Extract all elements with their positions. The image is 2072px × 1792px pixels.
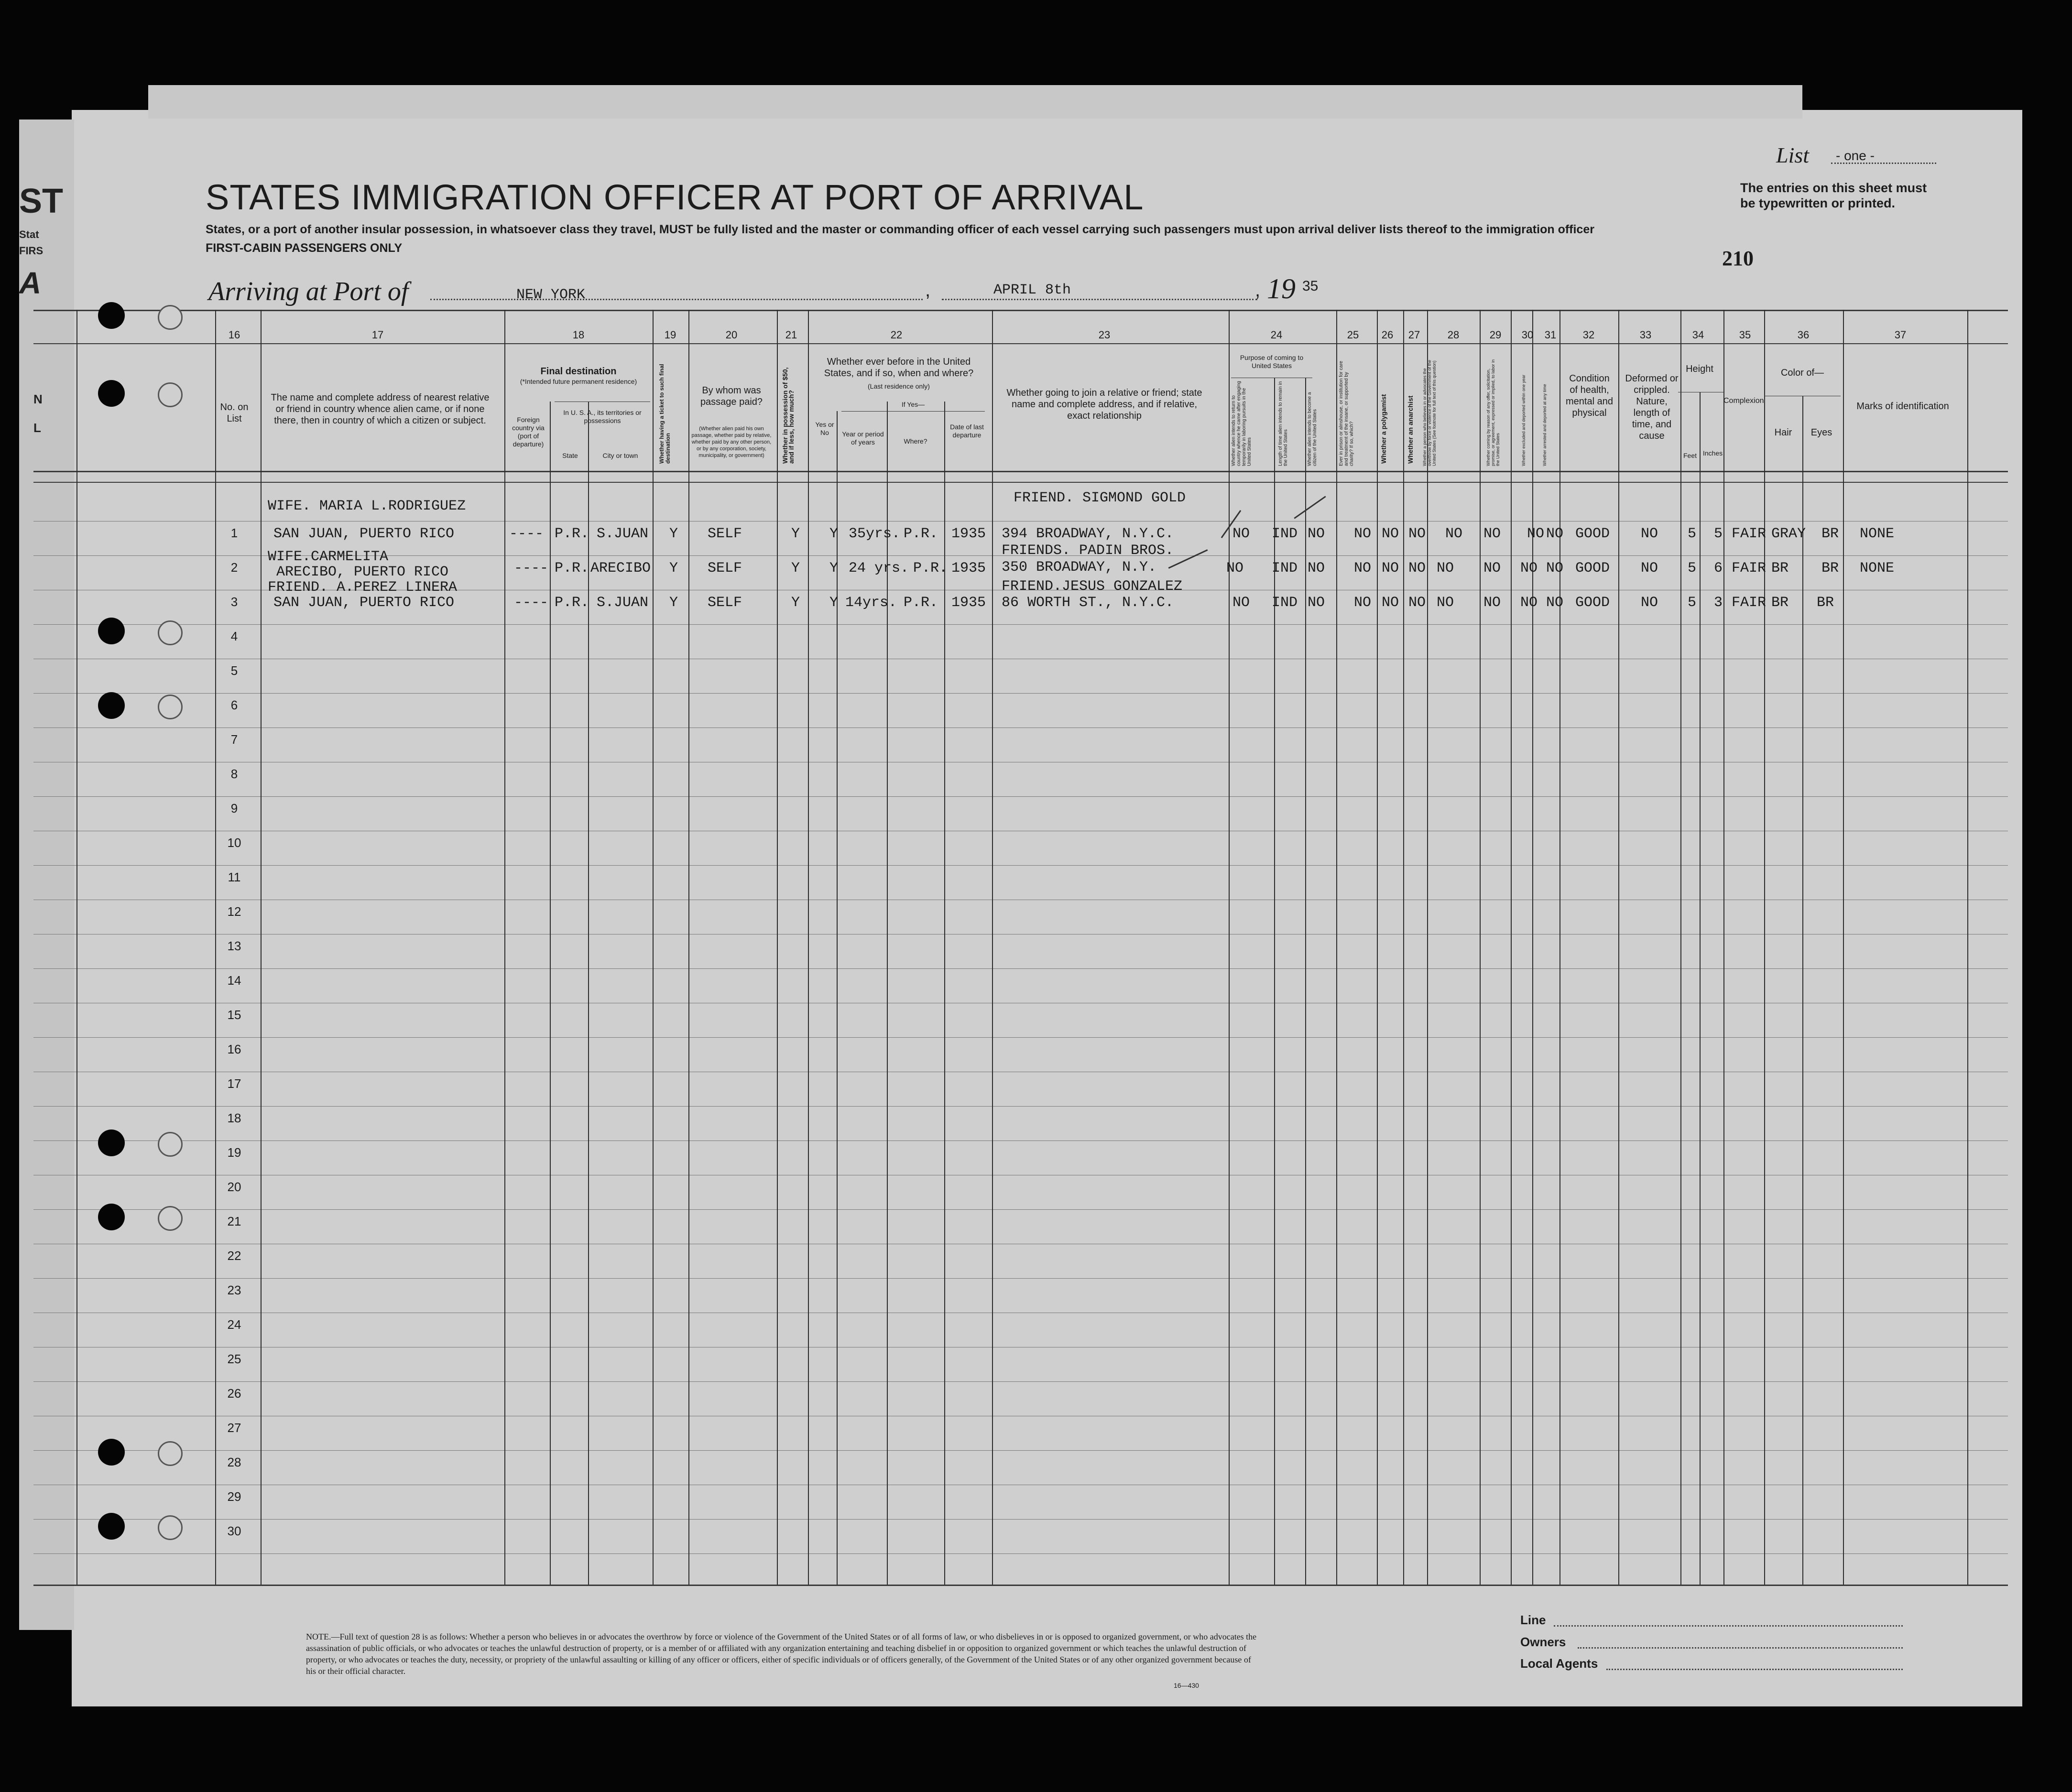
punch-hole (98, 380, 125, 407)
row-number: 22 (227, 1249, 241, 1263)
ring-mark (158, 382, 183, 407)
city: S.JUAN (597, 595, 649, 611)
before-in-us: Y (829, 526, 839, 542)
offer: NO (1483, 526, 1501, 542)
column-rule (1305, 378, 1306, 1585)
city: S.JUAN (597, 526, 649, 542)
row-number: 13 (227, 939, 241, 953)
column-rule (887, 402, 888, 1585)
list-value: - one - (1836, 148, 1875, 163)
purpose-citizen: NO (1308, 526, 1325, 542)
header-city: City or town (602, 452, 638, 459)
punch-hole (98, 1439, 125, 1466)
deformed: NO (1641, 560, 1658, 576)
header-polygamist: Whether a polygamist (1380, 394, 1387, 464)
foreign-country: ---- (509, 526, 544, 542)
column-rule (1336, 310, 1337, 1585)
row-rule (33, 1037, 2008, 1038)
row-number: 12 (227, 904, 241, 919)
header-overthrow: Whether a person who believes in or advocates the overthrow by force or violence of the Government of the United States (See footnote for full text of this question) (1422, 359, 1437, 466)
column-rule (1377, 310, 1378, 1585)
column-number: 20 (725, 329, 738, 341)
row-number: 8 (230, 767, 238, 781)
join-name: FRIENDS. PADIN BROS. (1002, 543, 1174, 559)
header-yes-no: Yes or No (815, 421, 834, 436)
header-last-departure: Date of last departure (950, 423, 984, 439)
sheet-top-edge (148, 85, 1802, 119)
header-complexion: Complexion (1723, 397, 1764, 405)
height-inches: 5 (1714, 526, 1723, 542)
column-number: 26 (1381, 329, 1394, 341)
row-number: 9 (230, 801, 238, 815)
page-subtitle: States, or a port of another insular possession, in whatsoever class they travel, MUST be fully listed and the master or commanding officer of each vessel carrying such passengers must upon arrival deliver lists thereof to the immigration officer (206, 223, 1594, 236)
overthrow: NO (1437, 595, 1454, 611)
footer-agents-field (1606, 1669, 1903, 1670)
column-rule (1274, 378, 1275, 1585)
row-rule (33, 1553, 2008, 1554)
excluded: NO (1520, 595, 1538, 611)
join-address: 394 BROADWAY, N.Y.C. (1002, 526, 1174, 542)
column-rule (1618, 310, 1619, 1585)
column-number: 30 (1521, 329, 1534, 341)
header-feet: Feet (1683, 452, 1697, 459)
arrival-date-value: APRIL 8th (993, 282, 1071, 298)
table-bottom-rule (33, 1585, 2008, 1586)
relative-address: SAN JUAN, PUERTO RICO (273, 526, 455, 542)
health: GOOD (1575, 526, 1610, 542)
footer-line-label: Line (1520, 1613, 1546, 1627)
state: P.R. (555, 595, 589, 611)
row-number: 29 (227, 1489, 241, 1504)
relative-name: WIFE. MARIA L.RODRIGUEZ (268, 498, 466, 514)
fifty-dollars: Y (791, 526, 800, 542)
row-rule (33, 1278, 2008, 1279)
ring-mark (158, 1515, 183, 1540)
cabin-class-label: FIRST-CABIN PASSENGERS ONLY (206, 241, 403, 255)
page-title: STATES IMMIGRATION OFFICER AT PORT OF ARRIVAL (206, 177, 1144, 217)
complexion: FAIR (1732, 595, 1767, 611)
years: 14yrs. (845, 595, 897, 611)
header-deformed: Deformed or crippled. Nature, length of time, and cause (1625, 373, 1679, 441)
header-final-destination-note: (*Intended future permanent residence) (520, 378, 637, 385)
row-number: 19 (227, 1145, 241, 1160)
header-state: State (562, 452, 578, 459)
port-value: NEW YORK (516, 287, 586, 303)
relative-address: SAN JUAN, PUERTO RICO (273, 595, 455, 611)
column-rule (1427, 310, 1428, 1585)
header-passage-note: (Whether alien paid his own passage, whether paid by relative, whether paid by any other person, or by any corporation, society, municipality, or government) (691, 426, 772, 458)
previous-page-strip (19, 119, 74, 1630)
row-number: 26 (227, 1386, 241, 1401)
row-number: 4 (230, 629, 238, 643)
arrested: NO (1546, 595, 1564, 611)
purpose-return: NO (1232, 526, 1250, 542)
row-number: 30 (227, 1524, 241, 1538)
purpose-return: NO (1232, 595, 1250, 611)
footer-line-field (1554, 1625, 1903, 1627)
arriving-port-label: Arriving at Port of (208, 277, 409, 306)
column-rule (1480, 310, 1481, 1585)
polygamist: NO (1382, 595, 1399, 611)
column-rule (1723, 310, 1724, 1585)
ring-mark (158, 1441, 183, 1466)
hair: GRAY (1771, 526, 1806, 542)
fifty-dollars: Y (791, 560, 800, 576)
column-number: 23 (1098, 329, 1111, 341)
join-address: 86 WORTH ST., N.Y.C. (1002, 595, 1174, 611)
row-number: 16 (227, 1042, 241, 1056)
column-number: 24 (1270, 329, 1283, 341)
column-number: 17 (371, 329, 384, 341)
date-dotted-line (942, 299, 1257, 300)
header-where: Where? (904, 437, 927, 445)
column-rule (808, 310, 809, 1585)
strip-text: Stat (19, 228, 39, 240)
overthrow: NO (1445, 526, 1463, 542)
anarchist: NO (1408, 595, 1426, 611)
header-marks: Marks of identification (1856, 401, 1949, 412)
column-number: 28 (1447, 329, 1460, 341)
header-foreign-country: Foreign country via (port of departure) (512, 416, 545, 448)
entries-note: be typewritten or printed. (1740, 196, 1896, 210)
last-departure: 1935 (951, 560, 986, 576)
before-in-us: Y (829, 560, 839, 576)
header-excluded: Whether excluded and deported within one year (1521, 374, 1526, 466)
header-fifty-dollars: Whether in possession of $50, and if less, how much? (781, 367, 795, 464)
state: P.R. (555, 526, 589, 542)
polygamist: NO (1382, 526, 1399, 542)
header-color: Color of— (1780, 368, 1824, 378)
row-rule (33, 796, 2008, 797)
row-number: 6 (230, 698, 238, 712)
header-anarchist: Whether an anarchist (1407, 395, 1414, 464)
sheet-number: 210 (1722, 247, 1754, 270)
header-before-note: (Last residence only) (868, 382, 930, 390)
column-rule (1532, 310, 1533, 1585)
header-ticket: Whether having a ticket to such final destination (658, 364, 671, 464)
column-rule (1229, 310, 1230, 1585)
column-rule (261, 310, 262, 1585)
column-rule (1967, 310, 1968, 1585)
before-in-us: Y (829, 595, 839, 611)
where: P.R. (913, 560, 948, 576)
complexion: FAIR (1732, 560, 1767, 576)
height-feet: 5 (1688, 560, 1697, 576)
column-number: 31 (1544, 329, 1557, 341)
ticket: Y (669, 595, 678, 611)
column-number: 34 (1692, 329, 1704, 341)
state: P.R. (555, 560, 589, 576)
arrested: NO (1546, 526, 1564, 542)
polygamist: NO (1382, 560, 1399, 576)
row-number: 11 (228, 870, 241, 884)
column-rule (550, 402, 551, 1585)
comma: , (1255, 280, 1261, 301)
column-rule (1559, 310, 1560, 1585)
body-top-rule (33, 482, 2008, 483)
column-number: 25 (1347, 329, 1359, 341)
height-inches: 6 (1714, 560, 1723, 576)
row-rule (33, 1381, 2008, 1382)
row-number: 18 (227, 1111, 241, 1125)
header-offer: Whether coming by reason of any offer, solicitation, promise, or agreement, expressed or implied, to labor in the United States (1486, 359, 1500, 466)
column-number: 33 (1639, 329, 1652, 341)
header-arrested: Whether arrested and deported at any time (1542, 384, 1547, 466)
footer-owners-field (1578, 1647, 1903, 1649)
height-feet: 5 (1688, 595, 1697, 611)
row-number: 15 (227, 1008, 241, 1022)
excluded: NO (1520, 560, 1538, 576)
header-bottom-rule (33, 471, 2008, 472)
row-number: 25 (227, 1352, 241, 1366)
year-value: 35 (1302, 278, 1319, 294)
city: ARECIBO (590, 560, 651, 576)
join-name: FRIEND. SIGMOND GOLD (1014, 490, 1186, 506)
header-year-period: Year or period of years (842, 430, 884, 446)
strip-text: FIRS (19, 245, 44, 257)
column-rule (992, 310, 993, 1585)
strip-text: A (19, 266, 42, 300)
ring-mark (158, 695, 183, 719)
purpose-citizen: NO (1308, 595, 1325, 611)
column-number: 16 (228, 329, 240, 341)
column-rule (1802, 396, 1803, 1585)
header-if-yes: If Yes— (901, 401, 925, 408)
footer-owners-label: Owners (1520, 1635, 1566, 1649)
purpose-citizen: NO (1308, 560, 1325, 576)
row-number: 1 (230, 526, 238, 540)
comma: , (925, 280, 931, 301)
row-number: 14 (227, 973, 241, 988)
sub-rule (841, 411, 985, 412)
row-rule (33, 1519, 2008, 1520)
hair: BR (1771, 560, 1789, 576)
marks: NONE (1860, 560, 1895, 576)
entries-note: The entries on this sheet must (1740, 181, 1927, 195)
column-rule (1403, 310, 1404, 1585)
health: GOOD (1575, 560, 1610, 576)
punch-hole (98, 1204, 125, 1230)
footer-agents-label: Local Agents (1520, 1656, 1598, 1671)
punch-hole (98, 1513, 125, 1540)
column-rule (837, 411, 838, 1585)
column-rule (944, 402, 945, 1585)
height-inches: 3 (1714, 595, 1723, 611)
ring-mark (158, 1132, 183, 1157)
row-number: 28 (227, 1455, 241, 1469)
overthrow: NO (1437, 560, 1454, 576)
row-rule (33, 1450, 2008, 1451)
complexion: FAIR (1732, 526, 1767, 542)
ticket: Y (669, 526, 678, 542)
header-final-destination: Final destination (540, 366, 617, 377)
fifty-dollars: Y (791, 595, 800, 611)
prison: NO (1354, 526, 1372, 542)
punch-hole (98, 302, 125, 329)
header-hair: Hair (1774, 427, 1792, 438)
header-purpose-length: Length of time alien intends to remain in the United States (1278, 381, 1288, 466)
column-rule (1843, 310, 1844, 1585)
column-rule (688, 310, 689, 1585)
eyes: BR (1817, 595, 1834, 611)
column-rule (504, 310, 505, 1585)
ring-mark (158, 620, 183, 645)
height-feet: 5 (1688, 526, 1697, 542)
relative-name: FRIEND. A.PEREZ LINERA (268, 579, 458, 596)
prison: NO (1354, 560, 1372, 576)
column-number: 36 (1797, 329, 1810, 341)
deformed: NO (1641, 526, 1658, 542)
header-join-relative: Whether going to join a relative or friend; state name and complete address, and if relative, exact relationship (1006, 388, 1202, 421)
row-number: 21 (227, 1214, 241, 1228)
header-inches: Inches (1702, 449, 1723, 457)
eyes: BR (1821, 560, 1839, 576)
paid-by: SELF (708, 595, 742, 611)
header-purpose-citizen: Whether alien intends to become a citizen of the United States (1307, 392, 1318, 466)
row-rule (33, 1140, 2008, 1141)
header-no-on-list: No. on List (220, 402, 249, 424)
purpose-return: NO (1226, 560, 1244, 576)
foreign-country: ---- (514, 560, 549, 576)
column-number-rule (33, 343, 2008, 344)
anarchist: NO (1408, 526, 1426, 542)
column-number: 19 (664, 329, 676, 341)
paid-by: SELF (708, 526, 742, 542)
header-eyes: Eyes (1810, 427, 1832, 438)
foreign-country: ---- (514, 595, 549, 611)
column-number: 35 (1739, 329, 1751, 341)
column-number: 27 (1408, 329, 1420, 341)
column-number: 18 (572, 329, 585, 341)
column-rule (588, 402, 589, 1585)
row-number: 5 (230, 663, 238, 678)
last-departure: 1935 (951, 526, 986, 542)
row-number: 7 (230, 732, 238, 747)
form-code: 16—430 (1174, 1682, 1199, 1689)
list-label: List (1776, 143, 1810, 167)
column-number: 22 (890, 329, 903, 341)
arrested: NO (1546, 560, 1564, 576)
strip-text: ST (19, 182, 64, 220)
header-nearest-relative: The name and complete address of nearest relative or friend in country whence alien came, or if none there, then in country of which a citizen or subject. (271, 392, 490, 426)
row-rule (33, 1209, 2008, 1210)
relative-name: WIFE.CARMELITA (268, 549, 389, 565)
row-number: 23 (227, 1283, 241, 1297)
column-rule (1511, 310, 1512, 1585)
column-number: 37 (1894, 329, 1907, 341)
header-before-in-us: Whether ever before in the United States, and if so, when and where? (824, 357, 974, 379)
hair: BR (1771, 595, 1789, 611)
eyes: BR (1821, 526, 1839, 542)
row-rule (33, 1106, 2008, 1107)
row-number: 27 (227, 1421, 241, 1435)
column-rule (1700, 392, 1701, 1585)
ticket: Y (669, 560, 678, 576)
header-height: Height (1686, 364, 1713, 374)
header-passage-paid: By whom was passage paid? (700, 385, 763, 407)
join-address: 350 BROADWAY, N.Y. (1002, 559, 1157, 576)
header-purpose: Purpose of coming to United States (1240, 354, 1304, 369)
column-rule (653, 310, 654, 1585)
strip-text: L (33, 421, 41, 435)
manifest-sheet (72, 110, 2022, 1706)
row-number: 3 (230, 595, 238, 609)
header-purpose-return: Whether alien intends to return to country whence he came after engaging temporarily in laboring pursuits in the United States (1231, 381, 1252, 466)
row-number: 2 (230, 560, 238, 575)
punch-hole (98, 692, 125, 719)
purpose-length: IND (1272, 560, 1298, 576)
column-number: 32 (1582, 329, 1595, 341)
row-rule (33, 865, 2008, 866)
header-health: Condition of health, mental and physical (1566, 373, 1613, 418)
port-dotted-line (430, 299, 923, 300)
row-rule (33, 968, 2008, 969)
ring-mark (158, 1206, 183, 1231)
column-rule (76, 310, 77, 1585)
header-prison: Ever in prison or almshouse, or institution for care and treatment of the insane, or supported by charity? If so, which? (1339, 360, 1354, 466)
marks: NONE (1860, 526, 1895, 542)
punch-hole (98, 1130, 125, 1156)
anarchist: NO (1408, 560, 1426, 576)
column-rule (777, 310, 778, 1585)
years: 24 yrs. (849, 560, 909, 576)
offer: NO (1483, 560, 1501, 576)
table-top-rule (33, 310, 2008, 311)
column-rule (1764, 310, 1765, 1585)
row-number: 24 (227, 1317, 241, 1332)
row-rule (33, 624, 2008, 625)
years: 35yrs. (849, 526, 901, 542)
prison: NO (1354, 595, 1372, 611)
health: GOOD (1575, 595, 1610, 611)
relative-address: ARECIBO, PUERTO RICO (276, 564, 449, 580)
punch-hole (98, 618, 125, 644)
row-rule (33, 693, 2008, 694)
row-number: 10 (227, 836, 241, 850)
column-number: 21 (785, 329, 797, 341)
excluded: NO (1527, 526, 1545, 542)
join-name: FRIEND.JESUS GONZALEZ (1002, 578, 1183, 595)
where: P.R. (904, 526, 938, 542)
row-number: 20 (227, 1180, 241, 1194)
strip-text: N (33, 392, 43, 406)
ring-mark (158, 305, 183, 330)
purpose-length: IND (1272, 595, 1298, 611)
column-number: 29 (1489, 329, 1502, 341)
year-prefix: 19 (1267, 273, 1296, 304)
row-number: 17 (227, 1076, 241, 1091)
footnote: NOTE.—Full text of question 28 is as follows: Whether a person who believes in or advocates the overthrow by force or violence of the Government of the United States or of all forms of law, or who disbelieves in or is opposed to organized government, or who advocates the assassination of public officials, or who advocates or teaches the unlawful destruction of property, or is a member of or affiliated with any organization entertaining and teaching disbelief in or opposition to organized government or which teaches the unlawful destruction of property, or who advocates or teaches the duty, necessity, or propriety of the unlawful assaulting or killing of any officer or officers, either of specific individuals or of officers generally, of the Government of the United States or of any other organized government because of his or their official character. (306, 1632, 1257, 1676)
offer: NO (1483, 595, 1501, 611)
deformed: NO (1641, 595, 1658, 611)
last-departure: 1935 (951, 595, 986, 611)
purpose-length: IND (1272, 526, 1298, 542)
header-in-usa: In U. S. A., its territories or possessions (563, 409, 642, 424)
where: P.R. (904, 595, 938, 611)
paid-by: SELF (708, 560, 742, 576)
column-rule (1680, 310, 1681, 1585)
